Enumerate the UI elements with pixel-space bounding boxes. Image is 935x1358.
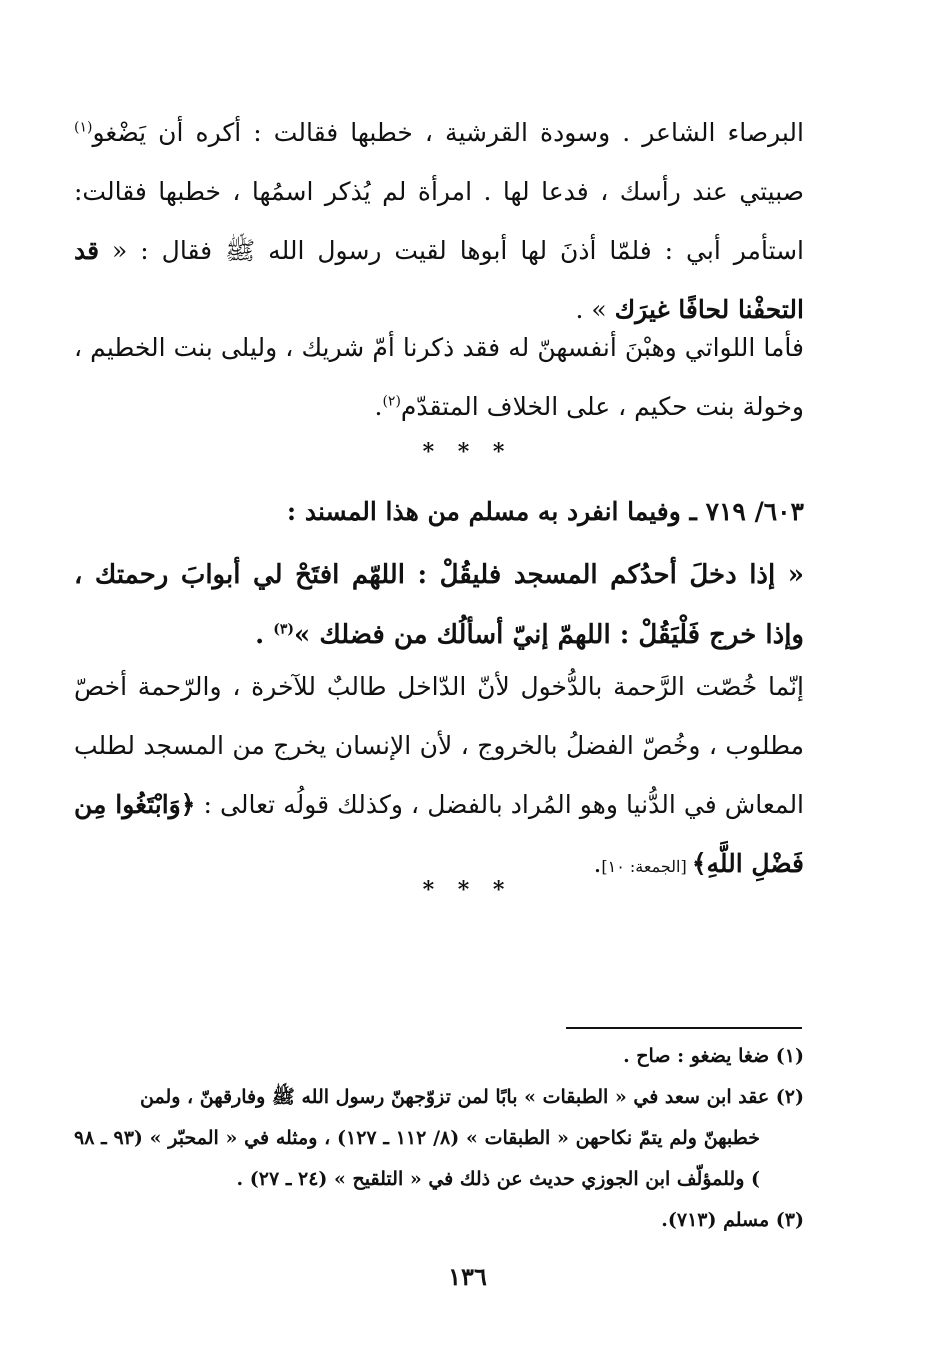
section-separator-1: * * * [422, 439, 513, 465]
quran-citation: [الجمعة: ١٠] [601, 857, 692, 876]
footnote-ref-2[interactable]: (٢) [382, 393, 401, 410]
paragraph-2 [74, 318, 804, 436]
paragraph-2-text: فأما اللواتي وهبْنَ أنفسهنّ له فقد ذكرنا أمّ شريك ، وليلى بنت الخطيم ، وخولة بنت حكيم ، على الخلاف المتقدّم [74, 333, 804, 421]
footnote-1: (١) ضغا يضغو : صاح . [623, 1045, 804, 1067]
quran-verse: ﴿وَابْتَغُوا مِن فَضْلِ اللَّهِ﴾ [74, 790, 804, 878]
footnotes [74, 1036, 804, 1241]
section-separator-2: * * * [422, 877, 513, 903]
hadith-heading: ٦٠٣/ ٧١٩ ـ وفيما انفرد به مسلم من هذا المسند : [286, 497, 804, 526]
footnote-2-continuation: خطبهنّ ولم يتمّ نكاحهن « الطبقات » (٨/ ١١٢ ـ ١٢٧) ، ومثله في « المحبّر » (٩٣ ـ ٩٨ ) وللمؤلّف ابن الجوزي حديث عن ذلك في « التلقيح » (٢٤ ـ ٢٧) . [74, 1127, 760, 1190]
paragraph-3-end: . [593, 849, 602, 878]
hadith-text [74, 545, 804, 665]
footnote-ref-1[interactable]: (١) [74, 119, 93, 136]
footnote-3: (٣) مسلم (٧١٣). [661, 1209, 804, 1231]
hadith-quote: « إذا دخلَ أحدُكم المسجد فليقُلْ : اللهّم افتَحْ لي أبوابَ رحمتك ، وإذا خرج فَلْيَقُلْ : اللهمّ إنيّ أسألُك من فضلك » [74, 560, 804, 650]
paragraph-2-end: . [374, 392, 383, 421]
page-number: ١٣٦ [448, 1262, 487, 1291]
paragraph-1 [74, 103, 804, 339]
hadith-end: . [255, 620, 274, 650]
footnote-ref-3[interactable]: (٣) [273, 621, 295, 638]
footnote-2-line-1: (٢) عقد ابن سعد في « الطبقات » بابًا لمن تزوّجهنّ رسول الله ﷺ وفارقهنّ ، ولمن [140, 1086, 804, 1108]
footnote-divider [566, 1027, 802, 1029]
paragraph-1-text-a: البرصاء الشاعر . وسودة القرشية ، خطبها فقالت : أكره أن يَضْغو [92, 118, 804, 147]
paragraph-1-text-b: صبيتي عند رأسك ، فدعا لها . امرأة لم يُذكر اسمُها ، خطبها فقالت: استأمر أبي : فلمّا أذنَ لها أبوها لقيت رسول الله ﷺ فقال : « [74, 177, 804, 265]
paragraph-1-text-c: » . [575, 295, 615, 324]
paragraph-3-text: إنّما خُصّت الرَّحمة بالدُّخول لأنّ الدّاخل طالبٌ للآخرة ، والرّحمة أخصّ مطلوب ، وخُصّ الفضلُ بالخروج ، لأن الإنسان يخرج من المسجد لطلب المعاش في الدُّنيا وهو المُراد بالفضل ، وكذلك قولُه تعالى : [74, 672, 805, 819]
paragraph-3 [74, 657, 804, 896]
prophet-quote: قد التحفْنا لحافًا غيرَك [74, 236, 804, 324]
